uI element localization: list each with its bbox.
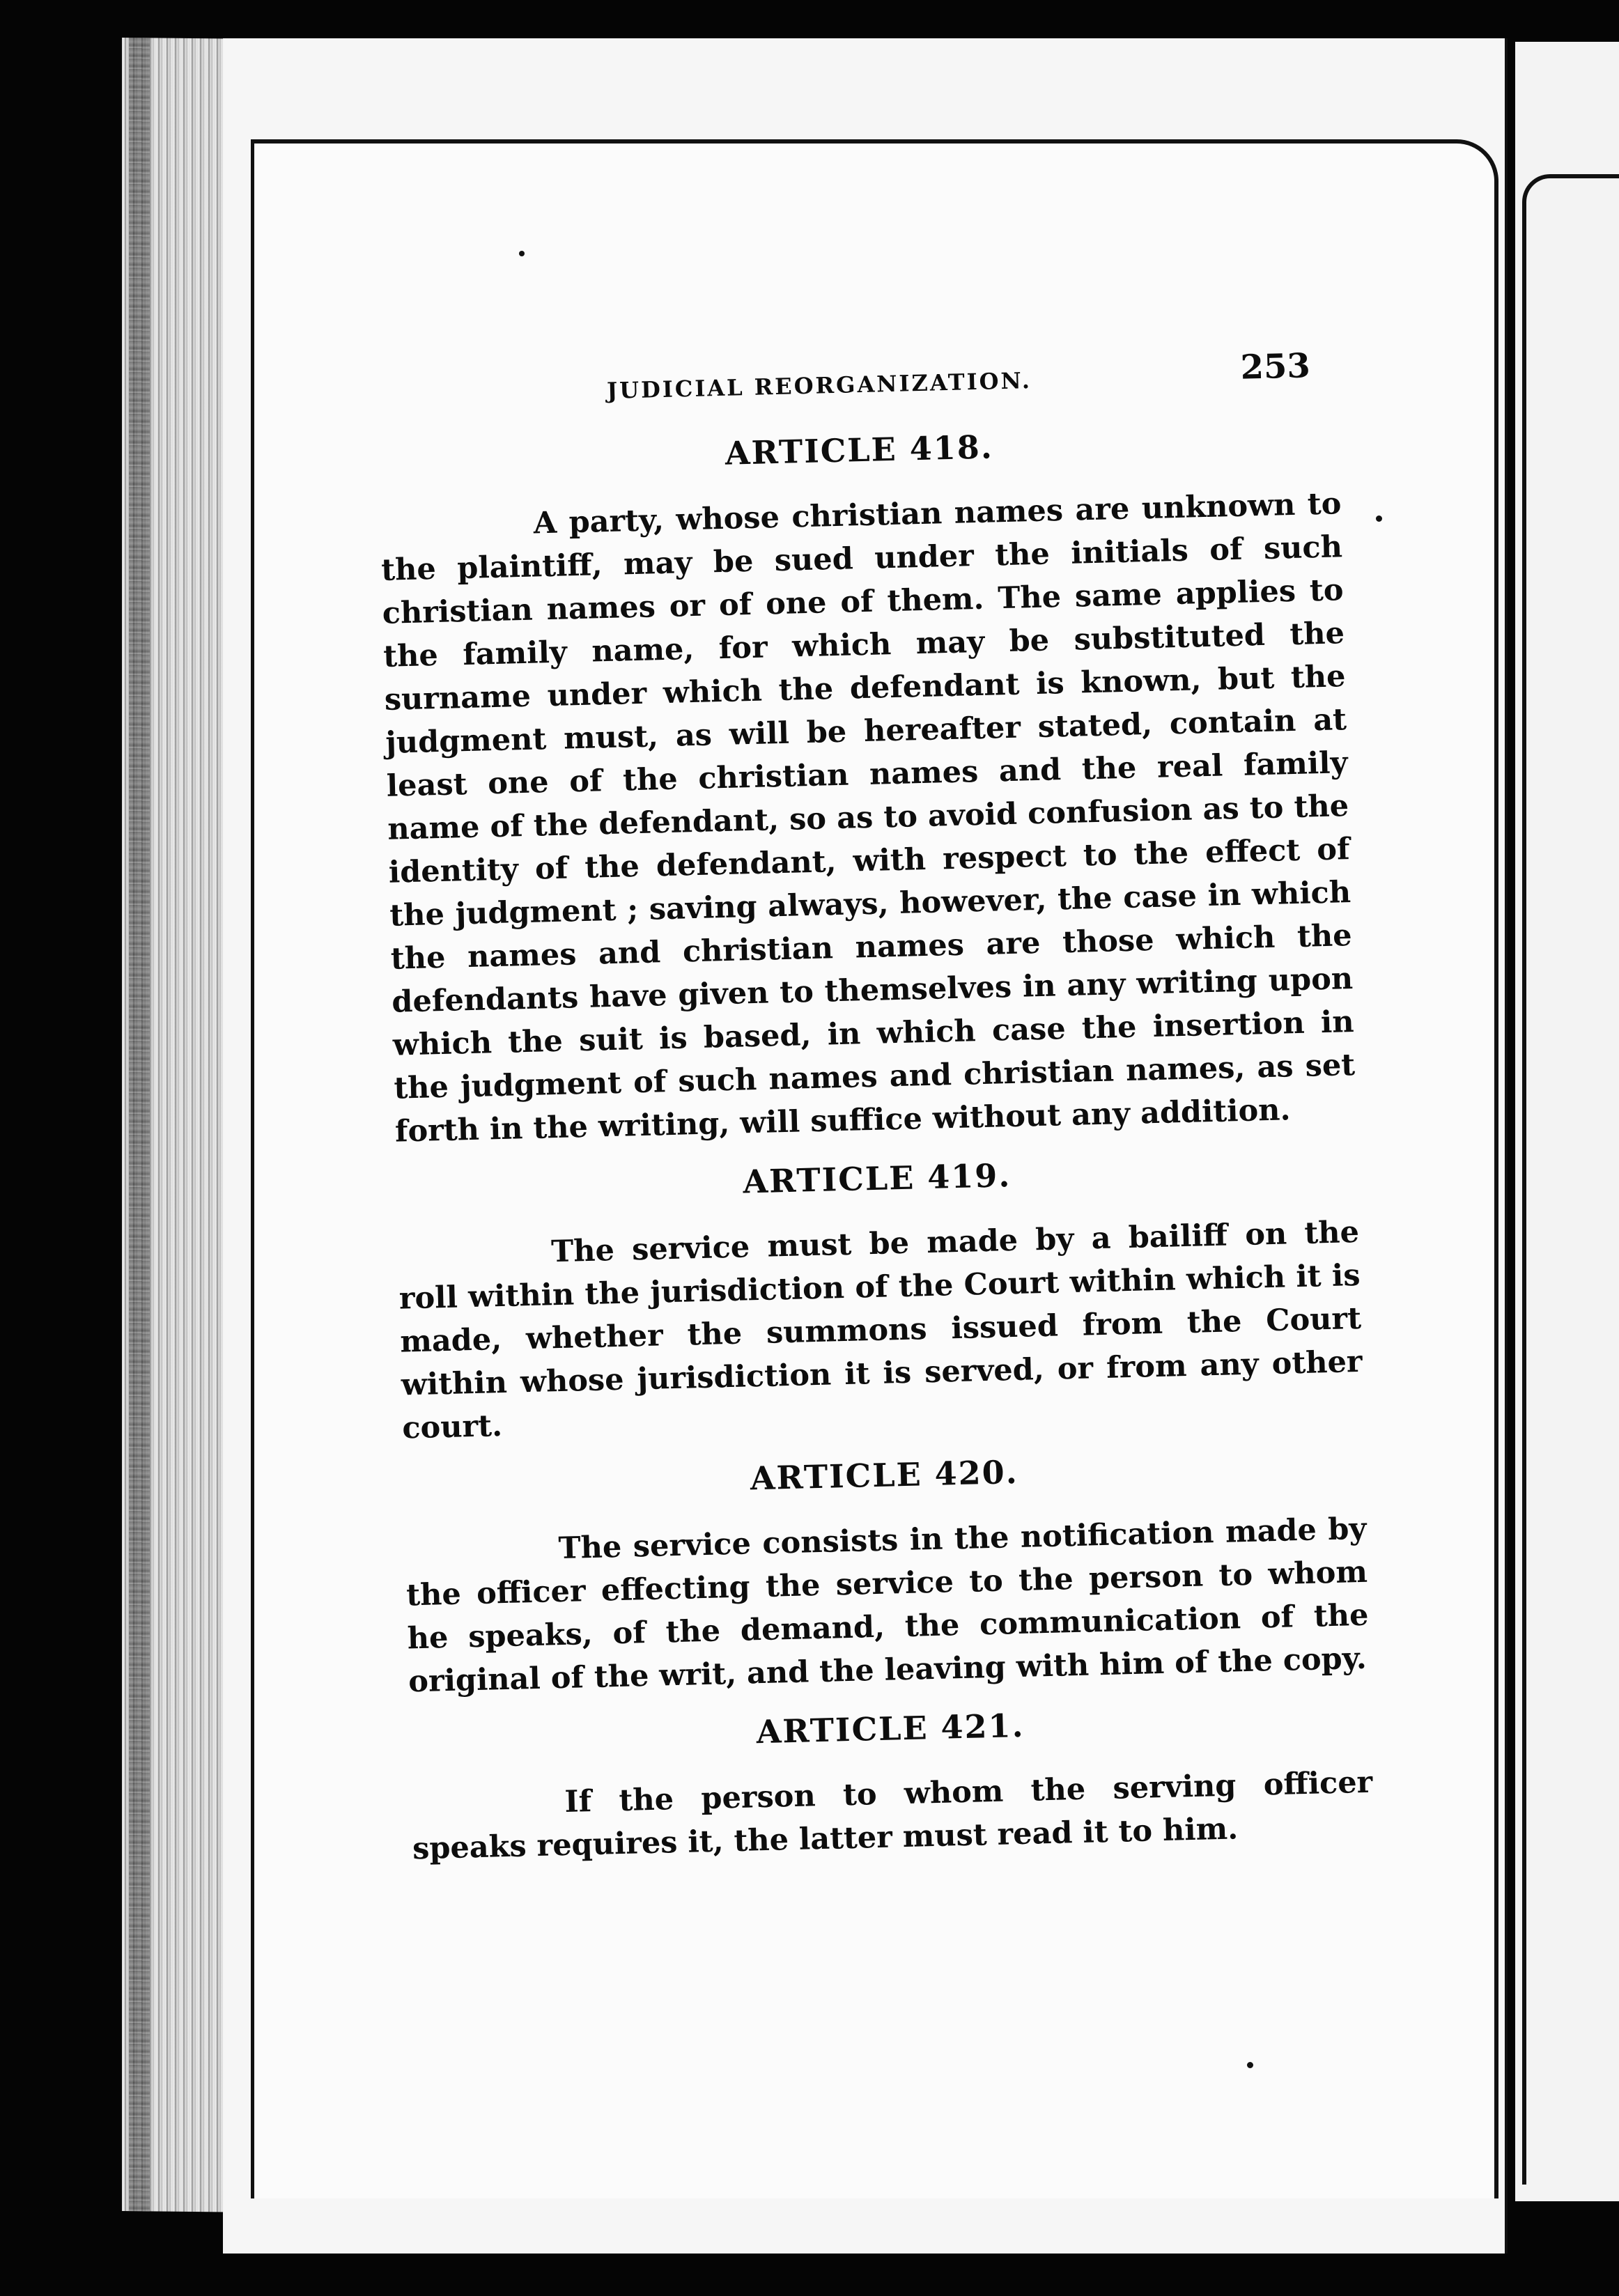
next-page-border: [1522, 174, 1619, 2185]
article-420-text: The service consists in the notification made by the officer effecting the service to the person to whom he speaks, of the demand, the communication of the original of the writ, and the leaving with him of the copy.: [405, 1511, 1369, 1700]
article-419-text: The service must be made by a bailiff on the roll within the jurisdiction of the Court within which it is made, whether the summons issued from the Court within whose jurisdiction it is served, or from any other court.: [398, 1214, 1363, 1446]
article-418-heading: ARTICLE 418.: [725, 428, 994, 472]
page-number: 253: [1239, 346, 1311, 387]
article-418-text: A party, whose christian names are unknown to the plaintiff, may be sued under the initials of such christian names or of one of them. The same applies to the family name, for which may be substituted the surname under which the defendant is known, but the judgment must, as will be hereafter stated, contain at least one of the christian names and the real family name of the defendant, so as to avoid confusion as to the identity of the defendant, with respect to the effect of the judgment ; saving always, however, the case in which the names and christian names are those which the defendants have given to themselves in any writing upon which the suit is based, in which case the insertion in the judgment of such names and christian names, as set forth in the writing, will suffice without any addition.: [380, 486, 1356, 1149]
page-content: [376, 339, 1374, 1887]
article-420-heading: ARTICLE 420.: [750, 1452, 1019, 1498]
ink-speck: [519, 251, 525, 256]
article-421-text: If the person to whom the serving officer speaks requires it, the latter must read it to him.: [412, 1764, 1373, 1867]
article-421-heading: ARTICLE 421.: [756, 1706, 1025, 1751]
running-title: JUDICIAL REORGANIZATION.: [606, 367, 1032, 404]
ink-speck: [1376, 515, 1382, 522]
ink-speck: [1247, 2062, 1253, 2068]
article-419-heading: ARTICLE 419.: [742, 1156, 1012, 1201]
